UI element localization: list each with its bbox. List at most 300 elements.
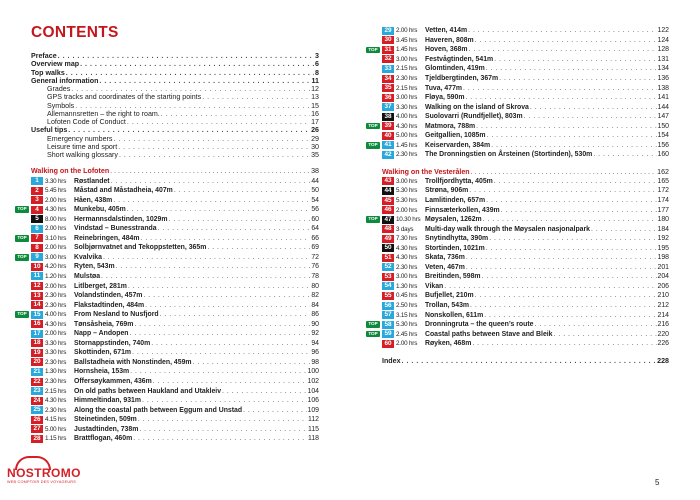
walk-duration: 4.30 hrs	[45, 320, 67, 328]
walk-entry[interactable]	[31, 367, 319, 377]
walk-entry[interactable]	[31, 329, 319, 339]
walk-name: Mulstøa	[74, 272, 101, 280]
walk-entry[interactable]	[17, 205, 319, 215]
walk-entry[interactable]	[382, 177, 669, 187]
walk-page: 172	[657, 187, 669, 195]
walk-entry[interactable]	[382, 282, 669, 292]
walk-duration: 1.45 hrs	[396, 141, 418, 149]
vesteralen-section-page: 162	[657, 167, 669, 176]
walk-entry[interactable]	[382, 55, 669, 65]
walk-number-badge: 42	[382, 151, 394, 159]
walk-page: 150	[657, 122, 669, 130]
walk-number-badge: 52	[382, 263, 394, 271]
toc-entry-title: Grades	[47, 85, 71, 93]
walk-page: 192	[657, 235, 669, 243]
walk-number-badge: 1	[31, 177, 43, 185]
walk-duration: 3.30 hrs	[45, 339, 67, 347]
toc-entry-title: Lofoten Code of Conduct	[47, 118, 126, 126]
walk-number-badge: 60	[382, 340, 394, 348]
walk-duration: 2.00 hrs	[45, 244, 67, 252]
walk-entry[interactable]	[31, 396, 319, 406]
walk-entry[interactable]	[31, 272, 319, 282]
walk-duration: 7.30 hrs	[396, 235, 418, 243]
toc-entry-title: Allemannsretten – the right to roam.	[47, 109, 160, 118]
walk-name: Trollfjordhytta, 405m	[425, 177, 493, 185]
walk-entry[interactable]	[31, 405, 319, 415]
walk-page: 180	[657, 216, 669, 224]
walk-page: 80	[311, 282, 319, 290]
walk-entry[interactable]	[17, 253, 319, 263]
walk-number-badge: 55	[382, 292, 394, 300]
top-walk-badge: TOP	[366, 321, 380, 328]
walk-duration: 2.15 hrs	[396, 65, 418, 73]
walk-number-badge: 12	[31, 282, 43, 290]
walk-name: Breitinden, 598m	[425, 273, 481, 281]
top-walk-badge: TOP	[15, 206, 29, 213]
walk-number-badge: 43	[382, 177, 394, 185]
walk-entry[interactable]	[31, 358, 319, 368]
walk-number-badge: 36	[382, 94, 394, 102]
walk-entry[interactable]	[382, 74, 669, 84]
toc-entry-page: 35	[311, 151, 319, 159]
walk-page: 128	[657, 46, 669, 54]
top-walk-badge: TOP	[366, 47, 380, 54]
walk-entry[interactable]	[31, 339, 319, 349]
walk-duration: 0.45 hrs	[396, 292, 418, 300]
toc-entry[interactable]	[31, 102, 319, 110]
walk-entry[interactable]	[368, 320, 669, 330]
walk-name: From Nesland to Nusfjord	[74, 311, 159, 319]
walk-name: Haveren, 808m	[425, 36, 474, 44]
walk-number-badge: 15	[31, 311, 43, 319]
walk-duration: 2.00 hrs	[396, 206, 418, 214]
walk-duration: 4.30 hrs	[396, 244, 418, 252]
walk-page: 147	[657, 113, 669, 121]
walk-page: 206	[657, 282, 669, 290]
walk-page: 136	[657, 75, 669, 82]
walk-duration: 2.30 hrs	[45, 292, 67, 300]
walk-name: Bufjellet, 210m	[425, 292, 474, 300]
walk-name: Suolovarri (Rundfjellet), 803m	[425, 113, 523, 121]
walk-name: Ballstadheia with Nonstinden, 459m	[74, 358, 192, 366]
top-walk-badge: TOP	[366, 216, 380, 223]
top-walk-badge: TOP	[366, 331, 380, 338]
walk-duration: 2.30 hrs	[396, 263, 418, 271]
walk-number-badge: 14	[31, 301, 43, 309]
walk-number-badge: 38	[382, 113, 394, 121]
walk-duration: 5.45 hrs	[45, 187, 67, 195]
walk-duration: 3.30 hrs	[396, 103, 418, 111]
walk-page: 198	[657, 254, 669, 262]
walk-name: On old paths between Haukland and Utakleiv	[74, 387, 222, 395]
walk-name: Strøna, 906m	[425, 187, 469, 195]
contents-list	[31, 52, 319, 159]
walk-duration: 4.30 hrs	[396, 122, 418, 130]
walk-name: Lamlitinden, 657m	[425, 197, 486, 205]
walk-page: 69	[311, 244, 319, 252]
walk-number-badge: 29	[382, 27, 394, 35]
walk-number-badge: 11	[31, 272, 43, 280]
toc-entry-page: 12	[311, 85, 319, 93]
walk-number-badge: 24	[31, 397, 43, 405]
walk-entry[interactable]	[31, 224, 319, 234]
walk-page: 109	[307, 406, 319, 414]
walk-entry[interactable]	[368, 329, 669, 339]
logo-brand: NOSTROMO	[7, 466, 81, 480]
walk-duration: 4.00 hrs	[45, 311, 67, 319]
toc-entry[interactable]	[31, 118, 319, 126]
walk-entry[interactable]	[31, 348, 319, 358]
toc-entry[interactable]	[31, 135, 319, 143]
walk-page: 54	[311, 196, 319, 204]
toc-entry[interactable]	[31, 93, 319, 101]
toc-entry[interactable]	[31, 69, 319, 77]
walk-page: 177	[657, 206, 669, 214]
walk-number-badge: 2	[31, 187, 43, 195]
walk-page: 131	[657, 55, 669, 63]
walk-number-badge: 5	[31, 215, 43, 223]
walk-duration: 3.15 hrs	[396, 311, 418, 319]
walk-duration: 4.20 hrs	[45, 263, 67, 271]
walk-number-badge: 54	[382, 282, 394, 290]
walk-entry[interactable]	[382, 301, 669, 311]
walk-name: Ryten, 543m	[74, 263, 115, 271]
walk-entry[interactable]	[31, 243, 319, 253]
lofoten-section-title: Walking on the Lofoten	[31, 167, 110, 176]
walk-page: 78	[311, 272, 319, 280]
walk-entry[interactable]	[382, 291, 669, 301]
walk-duration: 8.00 hrs	[45, 215, 67, 223]
walk-entry[interactable]	[368, 45, 669, 55]
walk-page: 156	[657, 141, 669, 149]
walk-number-badge: 28	[31, 435, 43, 443]
walk-entry[interactable]	[31, 281, 319, 291]
walk-number-badge: 8	[31, 244, 43, 252]
walk-entry[interactable]	[382, 253, 669, 263]
top-walk-badge: TOP	[15, 311, 29, 318]
walk-entry[interactable]	[382, 64, 669, 74]
walk-entry[interactable]	[382, 196, 669, 206]
walk-name: Vetten, 414m	[425, 27, 468, 35]
walk-duration: 4.30 hrs	[45, 206, 67, 214]
walk-name: Tønsåsheia, 769m	[74, 320, 134, 328]
toc-entry[interactable]	[31, 60, 319, 68]
walk-duration: 2.30 hrs	[396, 151, 418, 159]
walk-name: Brattflogan, 460m	[74, 435, 133, 443]
walk-name: Multi-day walk through the Møysalen nasjonalpark	[425, 225, 591, 233]
logo-tagline: WEB COMPTOIR DES VOYAGEURS	[7, 480, 76, 484]
toc-entry-page: 26	[311, 126, 319, 135]
walk-entry[interactable]	[382, 224, 669, 234]
walk-number-badge: 31	[382, 46, 394, 54]
page-number: 5	[655, 478, 660, 487]
walk-name: Møysalen, 1262m	[425, 216, 482, 224]
walk-duration: 2.30 hrs	[45, 378, 67, 385]
walk-name: The Dronningstien on Årsteinen (Stortinden), 530m	[425, 151, 593, 159]
walk-name: Festvågtinden, 541m	[425, 55, 494, 63]
toc-entry[interactable]	[31, 77, 319, 85]
walk-page: 102	[307, 378, 319, 385]
walk-name: Stortinden, 1021m	[425, 244, 485, 252]
walk-name: Along the coastal path between Eggum and Unstad	[74, 406, 243, 414]
toc-entry-title: Useful tips	[31, 126, 68, 135]
walk-entry[interactable]	[31, 195, 319, 205]
walk-entry[interactable]	[382, 243, 669, 253]
walk-entry[interactable]	[17, 234, 319, 244]
walk-duration: 1.15 hrs	[45, 435, 67, 443]
walk-number-badge: 23	[31, 387, 43, 395]
walk-duration: 4.30 hrs	[396, 254, 418, 262]
walk-entry[interactable]	[382, 272, 669, 282]
walk-duration: 3.00 hrs	[396, 177, 418, 185]
toc-entry-page: 3	[315, 52, 319, 60]
toc-entry-page: 17	[311, 118, 319, 126]
walk-page: 112	[308, 416, 319, 424]
walk-number-badge: 46	[382, 206, 394, 214]
walk-name: Offersøykammen, 436m	[74, 378, 152, 385]
logo-arc-icon	[15, 456, 51, 470]
walk-number-badge: 49	[382, 235, 394, 243]
walk-page: 118	[308, 435, 319, 443]
walk-page: 115	[308, 425, 319, 433]
walk-name: Walking on the island of Skrova	[425, 103, 529, 111]
walk-number-badge: 39	[382, 122, 394, 130]
walk-duration: 2.00 hrs	[45, 196, 67, 204]
walk-entry[interactable]	[382, 186, 669, 196]
walk-duration: 4.30 hrs	[45, 397, 67, 405]
walk-page: 98	[311, 358, 319, 366]
walk-entry[interactable]	[31, 424, 319, 434]
walk-entry[interactable]	[31, 319, 319, 329]
walk-name: Napp – Andopen	[74, 330, 129, 338]
walk-number-badge: 56	[382, 302, 394, 310]
walk-name: Nonskollen, 611m	[425, 311, 484, 319]
walk-page: 64	[311, 225, 319, 233]
walk-name: Måstad and Måstadheia, 407m	[74, 187, 173, 195]
lofoten-walk-list-continued	[368, 26, 669, 160]
walk-number-badge: 30	[382, 36, 394, 44]
toc-entry-page: 16	[311, 109, 319, 118]
walk-name: Skottinden, 671m	[74, 349, 132, 357]
walk-page: 144	[657, 103, 669, 111]
toc-entry-page: 29	[311, 134, 319, 143]
top-walk-badge: TOP	[366, 142, 380, 149]
walk-name: Hornsheia, 153m	[74, 368, 130, 376]
walk-entry[interactable]	[382, 112, 669, 122]
walk-entry[interactable]	[382, 36, 669, 46]
walk-entry[interactable]	[31, 176, 319, 186]
walk-number-badge: 3	[31, 196, 43, 204]
walk-page: 84	[311, 301, 319, 309]
walk-entry[interactable]	[368, 121, 669, 131]
walk-number-badge: 19	[31, 349, 43, 357]
walk-entry[interactable]	[31, 214, 319, 224]
index-entry[interactable]	[382, 357, 669, 365]
walk-page: 214	[657, 311, 669, 319]
walk-name: Flakstadtinden, 484m	[74, 301, 145, 309]
walk-entry[interactable]	[31, 377, 319, 387]
walk-page: 82	[311, 292, 319, 300]
walk-number-badge: 57	[382, 311, 394, 319]
vesteralen-section-title: Walking on the Vesterålen	[382, 167, 470, 176]
walk-number-badge: 6	[31, 225, 43, 233]
walk-page: 204	[657, 273, 669, 281]
top-walk-badge: TOP	[15, 235, 29, 242]
walk-duration: 3 days	[396, 225, 414, 233]
walk-entry[interactable]	[382, 83, 669, 93]
walk-entry[interactable]	[31, 434, 319, 444]
walk-number-badge: 25	[31, 406, 43, 414]
walk-entry[interactable]	[31, 291, 319, 301]
walk-entry[interactable]	[31, 415, 319, 425]
walk-number-badge: 33	[382, 65, 394, 73]
walk-number-badge: 16	[31, 320, 43, 328]
walk-page: 86	[311, 311, 319, 319]
walk-page: 104	[307, 387, 319, 395]
walk-entry[interactable]	[31, 262, 319, 272]
walk-duration: 3.00 hrs	[396, 273, 418, 281]
walk-duration: 2.30 hrs	[396, 75, 418, 82]
walk-duration: 10.30 hrs	[396, 216, 421, 224]
walk-page: 210	[657, 292, 669, 300]
walk-page: 201	[657, 263, 669, 271]
walk-number-badge: 59	[382, 330, 394, 338]
walk-number-badge: 22	[31, 378, 43, 386]
walk-entry[interactable]	[382, 310, 669, 320]
walk-duration: 2.30 hrs	[45, 406, 67, 414]
walk-name: Tjeldbergtinden, 367m	[425, 75, 499, 82]
walk-number-badge: 32	[382, 55, 394, 63]
walk-number-badge: 27	[31, 425, 43, 433]
walk-number-badge: 51	[382, 254, 394, 262]
walk-number-badge: 10	[31, 263, 43, 271]
walk-entry[interactable]	[382, 26, 669, 36]
toc-entry-title: Emergency numbers	[47, 134, 113, 143]
walk-duration: 2.15 hrs	[396, 84, 418, 92]
toc-entry-page: 11	[311, 76, 319, 85]
walk-duration: 3.30 hrs	[45, 177, 67, 185]
toc-entry[interactable]	[31, 151, 319, 159]
walk-name: Røstlandet	[74, 177, 110, 185]
walk-name: Vikan	[425, 282, 444, 290]
walk-page: 76	[311, 263, 319, 271]
walk-number-badge: 18	[31, 339, 43, 347]
walk-number-badge: 7	[31, 234, 43, 242]
walk-entry[interactable]	[382, 150, 669, 160]
walk-entry[interactable]	[382, 263, 669, 273]
walk-name: Solbjørnvatnet and Tekoppstetten, 365m	[74, 244, 207, 252]
walk-entry[interactable]	[382, 205, 669, 215]
toc-left-column	[17, 24, 319, 444]
walk-duration: 5.30 hrs	[396, 321, 418, 329]
walk-page: 195	[657, 244, 669, 252]
walk-duration: 5.30 hrs	[396, 197, 418, 205]
walk-entry[interactable]	[17, 310, 319, 320]
walk-entry[interactable]	[382, 102, 669, 112]
walk-duration: 4.00 hrs	[396, 113, 418, 121]
walk-name: Vindstad – Bunesstranda	[74, 225, 157, 233]
walk-page: 96	[311, 349, 319, 357]
walk-number-badge: 21	[31, 368, 43, 376]
walk-number-badge: 20	[31, 358, 43, 366]
walk-page: 44	[311, 177, 319, 185]
toc-entry-page: 30	[311, 142, 319, 151]
walk-name: Veten, 467m	[425, 263, 465, 271]
toc-entry-page: 6	[315, 60, 319, 69]
index-page: 228	[657, 356, 669, 365]
walk-name: Hoven, 368m	[425, 46, 468, 54]
walk-page: 66	[311, 234, 319, 242]
walk-number-badge: 13	[31, 292, 43, 300]
toc-entry[interactable]	[31, 52, 319, 60]
walk-duration: 2.00 hrs	[396, 27, 418, 35]
walk-name: Steinetinden, 509m	[74, 416, 137, 424]
walk-number-badge: 50	[382, 244, 394, 252]
walk-name: Hermannsdalstinden, 1029m	[74, 215, 168, 223]
walk-duration: 2.30 hrs	[45, 301, 67, 309]
walk-number-badge: 58	[382, 321, 394, 329]
walk-number-badge: 47	[382, 216, 394, 224]
vesteralen-section-row[interactable]	[382, 168, 669, 177]
walk-entry[interactable]	[31, 386, 319, 396]
walk-number-badge: 17	[31, 330, 43, 338]
walk-entry[interactable]	[368, 141, 669, 151]
walk-page: 122	[657, 27, 669, 35]
walk-name: Keiservarden, 384m	[425, 141, 491, 149]
walk-name: Fløya, 590m	[425, 94, 465, 102]
walk-entry[interactable]	[31, 186, 319, 196]
walk-name: Kvalvika	[74, 253, 102, 261]
walk-entry[interactable]	[368, 215, 669, 225]
lofoten-section-page: 38	[311, 167, 319, 176]
walk-name: Coastal paths between Stave and Bleik	[425, 330, 553, 338]
walk-number-badge: 34	[382, 75, 394, 83]
walk-page: 220	[657, 330, 669, 338]
toc-entry[interactable]	[31, 126, 319, 134]
toc-entry[interactable]	[31, 110, 319, 118]
lofoten-section-row[interactable]	[31, 167, 319, 176]
lofoten-walk-list	[17, 176, 319, 443]
walk-page: 184	[657, 225, 669, 233]
walk-entry[interactable]	[382, 234, 669, 244]
walk-duration: 3.45 hrs	[396, 36, 418, 44]
toc-entry-title: Leisure time and sport	[47, 142, 118, 151]
walk-number-badge: 37	[382, 103, 394, 111]
walk-entry[interactable]	[382, 339, 669, 349]
walk-duration: 1.20 hrs	[45, 272, 67, 280]
walk-name: Finnsæterkollen, 439m	[425, 206, 500, 214]
walk-number-badge: 40	[382, 132, 394, 140]
walk-entry[interactable]	[382, 93, 669, 103]
walk-name: Matmora, 788m	[425, 122, 476, 130]
walk-entry[interactable]	[31, 300, 319, 310]
walk-page: 124	[657, 36, 669, 44]
walk-page: 92	[311, 330, 319, 338]
walk-page: 174	[657, 197, 669, 205]
toc-entry-page: 8	[315, 68, 319, 77]
toc-entry[interactable]	[31, 143, 319, 151]
walk-page: 226	[657, 340, 669, 348]
toc-entry-page: 13	[311, 93, 319, 102]
walk-duration: 2.00 hrs	[45, 225, 67, 233]
walk-entry[interactable]	[382, 131, 669, 141]
walk-number-badge: 41	[382, 141, 394, 149]
walk-duration: 5.30 hrs	[396, 187, 418, 195]
toc-entry[interactable]	[31, 85, 319, 93]
walk-duration: 1.30 hrs	[396, 282, 418, 290]
walk-page: 72	[311, 253, 319, 261]
walk-page: 154	[657, 132, 669, 140]
